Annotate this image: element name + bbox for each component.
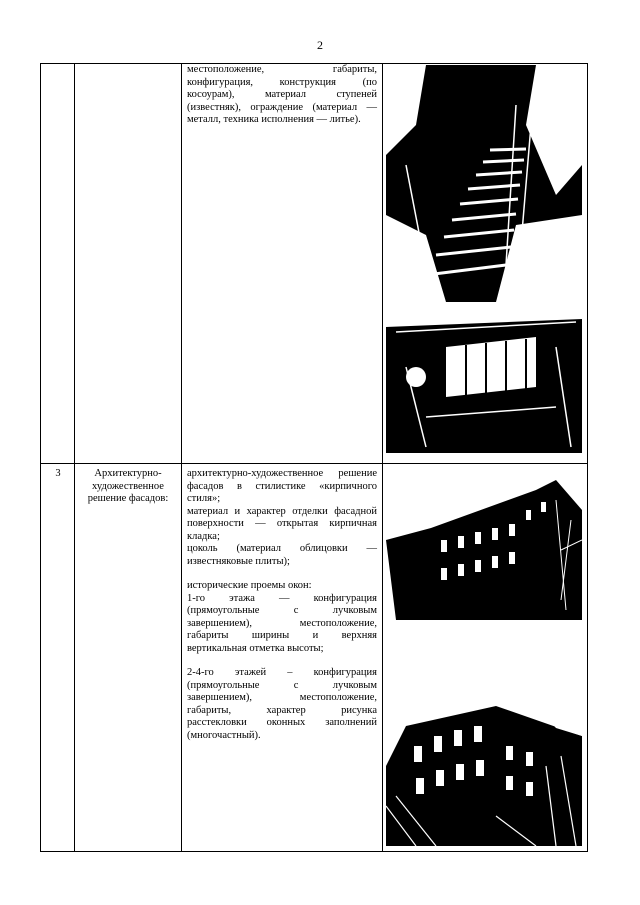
table-border-bottom [40, 851, 588, 852]
table-divider-num [74, 63, 75, 851]
row-name: Архитектурно- художественное решение фасадов: [87, 468, 169, 504]
table-border-left [40, 63, 41, 851]
row-number: 3 [55, 468, 61, 479]
table-border-right [587, 63, 588, 851]
facade-photo-2 [386, 706, 582, 846]
table-divider-name [181, 63, 182, 851]
table-row-divider [40, 463, 588, 464]
row-1-description: местоположение, габариты, конфигурация, конструкция (по косоурам), материал ступеней (известняк), ограждение (материал — металл, техника исполнения — литье). [187, 64, 377, 125]
page-number: 2 [317, 38, 323, 52]
row-2-description: архитектурно-художественное решение фасадов в стилистике «кирпичного стиля»; материал и характер отделки фасадной поверхности — открытая кирпичная кладка; цоколь (материал облицовки — известняковые плиты); исторические проемы окон: 1-го этажа — конфигурация (прямоугольные с лучковым завершением), местоположение, габариты ширины и верхняя вертикальная отметка высоты; 2-4-го этажей – конфигурация (прямоугольные с лучковым завершением), местоположение, габариты, характер рисунка расстекловки оконных заполнений (многочастный). [187, 468, 377, 741]
staircase-photo [386, 65, 582, 302]
staircase-photo-2 [386, 307, 582, 453]
table-divider-desc [382, 63, 383, 851]
facade-photo-1 [386, 480, 582, 620]
